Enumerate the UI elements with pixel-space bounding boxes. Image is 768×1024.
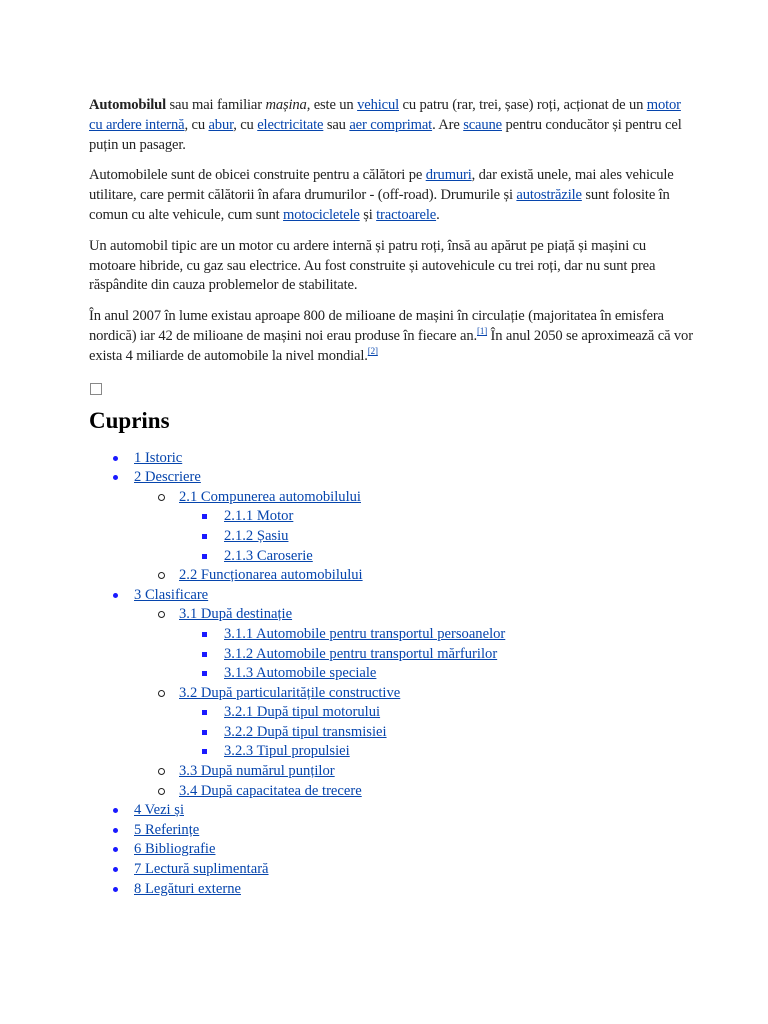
toc-item bbox=[179, 507, 693, 527]
link-aer-comprimat[interactable]: aer comprimat bbox=[349, 116, 433, 133]
toc-item bbox=[89, 586, 693, 802]
toc-item bbox=[89, 860, 693, 880]
toc-item bbox=[179, 547, 693, 567]
toc-item bbox=[179, 645, 693, 665]
toc-link[interactable]: 1 Istoric bbox=[134, 449, 183, 466]
toc-title: Cuprins bbox=[89, 407, 170, 433]
toc-item bbox=[134, 762, 693, 782]
toc-item bbox=[89, 840, 693, 860]
toc-link[interactable]: 3 Clasificare bbox=[134, 586, 209, 603]
intro-paragraph-3: Un automobil tipic are un motor cu ardere internă și patru roți, însă au apărut pe piață și mașini cu motoare hibride, cu gaz sau electrice. Au fost construite și autovehicule cu trei roți, dar nu sunt prea răspândite din cauza problemelor de stabilitate. bbox=[89, 237, 656, 294]
toc-link[interactable]: 3.1 După destinație bbox=[179, 606, 293, 623]
toc-link[interactable]: 3.4 După capacitatea de trecere bbox=[179, 782, 362, 799]
toc-link[interactable]: 4 Vezi și bbox=[134, 802, 184, 819]
toc-item bbox=[179, 625, 693, 645]
toc-link[interactable]: 3.2.2 După tipul transmisiei bbox=[224, 723, 387, 740]
toc-link[interactable]: 3.1.2 Automobile pentru transportul mărfurilor bbox=[224, 645, 498, 662]
broken-image-placeholder bbox=[90, 383, 102, 395]
toc-link[interactable]: 7 Lectură suplimentară bbox=[134, 861, 269, 878]
toc-link[interactable]: 3.1.3 Automobile speciale bbox=[224, 665, 377, 682]
toc-item bbox=[179, 664, 693, 684]
toc-link[interactable]: 8 Legături externe bbox=[134, 880, 241, 897]
link-electricitate[interactable]: electricitate bbox=[257, 116, 324, 133]
reference-1 bbox=[477, 326, 487, 336]
toc-item bbox=[179, 723, 693, 743]
toc-link[interactable]: 2.1.2 Șasiu bbox=[224, 527, 289, 544]
table-of-contents bbox=[89, 449, 693, 900]
toc-item bbox=[134, 684, 693, 762]
reference-link-1[interactable]: [1] bbox=[477, 326, 488, 337]
intro-paragraph-2: Automobilele sunt de obicei construite pentru a călători pe drumuri, dar există unele, mai ales vehicule utilitare, care permit călătorii în afara drumurilor - (off-road). Drumurile și autostrăzile sunt folosite în comun cu alte vehicule, cum sunt motocicletele și tractoarele. bbox=[89, 167, 674, 223]
toc-sublist bbox=[134, 605, 693, 801]
reference-2 bbox=[368, 346, 378, 356]
toc-link[interactable]: 3.2 După particularitățile constructive bbox=[179, 684, 401, 701]
reference-link-2[interactable]: [2] bbox=[367, 345, 378, 356]
toc-link[interactable]: 2.1.3 Caroserie bbox=[224, 547, 313, 564]
toc-item bbox=[179, 703, 693, 723]
toc-item bbox=[179, 527, 693, 547]
link-motor-ardere-interna[interactable]: motor cu ardere internă bbox=[89, 97, 681, 133]
toc-item bbox=[134, 605, 693, 683]
toc-item bbox=[89, 880, 693, 900]
toc-sublist bbox=[179, 625, 693, 684]
toc-item bbox=[134, 782, 693, 802]
toc-link[interactable]: 5 Referințe bbox=[134, 821, 200, 838]
link-tractoarele[interactable]: tractoarele bbox=[376, 206, 437, 223]
toc-item bbox=[89, 821, 693, 841]
intro-paragraph-4: În anul 2007 în lume existau aproape 800 de milioane de mașini în circulație (majoritatea în emisfera nordică) iar 42 de milioane de mașini noi erau produse în fiecare an.[1] În anul 2050 se aproximează că vor exista 4 miliarde de automobile la nivel mondial.[2] bbox=[89, 308, 693, 364]
toc-item bbox=[89, 801, 693, 821]
toc-sublist bbox=[179, 703, 693, 762]
toc-item bbox=[89, 449, 693, 469]
toc-sublist bbox=[179, 507, 693, 566]
toc-link[interactable]: 2.1.1 Motor bbox=[224, 508, 294, 525]
toc-sublist bbox=[134, 488, 693, 586]
toc-link[interactable]: 3.2.3 Tipul propulsiei bbox=[224, 743, 350, 760]
toc-link[interactable]: 3.2.1 După tipul motorului bbox=[224, 704, 381, 721]
link-autostrazile[interactable]: autostrăzile bbox=[516, 187, 582, 204]
toc-link[interactable]: 6 Bibliografie bbox=[134, 841, 216, 858]
link-vehicul[interactable]: vehicul bbox=[357, 97, 399, 113]
link-abur[interactable]: abur bbox=[208, 116, 234, 133]
toc-item bbox=[89, 468, 693, 586]
toc-link[interactable]: 3.3 După numărul punților bbox=[179, 763, 335, 780]
link-scaune[interactable]: scaune bbox=[463, 116, 503, 133]
toc-link[interactable]: 2 Descriere bbox=[134, 469, 201, 486]
article-content bbox=[89, 96, 693, 899]
toc-link[interactable]: 3.1.1 Automobile pentru transportul persoanelor bbox=[224, 625, 506, 642]
toc-item bbox=[179, 742, 693, 762]
toc-item bbox=[134, 566, 693, 586]
toc-item bbox=[134, 488, 693, 566]
link-drumuri[interactable]: drumuri bbox=[425, 167, 472, 184]
article-subject: Automobilul bbox=[89, 97, 167, 113]
link-motocicletele[interactable]: motocicletele bbox=[283, 206, 360, 223]
toc-link[interactable]: 2.2 Funcționarea automobilului bbox=[179, 567, 363, 584]
toc-link[interactable]: 2.1 Compunerea automobilului bbox=[179, 488, 361, 505]
intro-paragraph-1: Automobilul sau mai familiar mașina, este un vehicul cu patru (rar, trei, șase) roți, acționat de un motor cu ardere internă, cu abur, cu electricitate sau aer comprimat. Are scaune pentru conducător și pentru cel puțin un pasager. bbox=[89, 97, 682, 153]
